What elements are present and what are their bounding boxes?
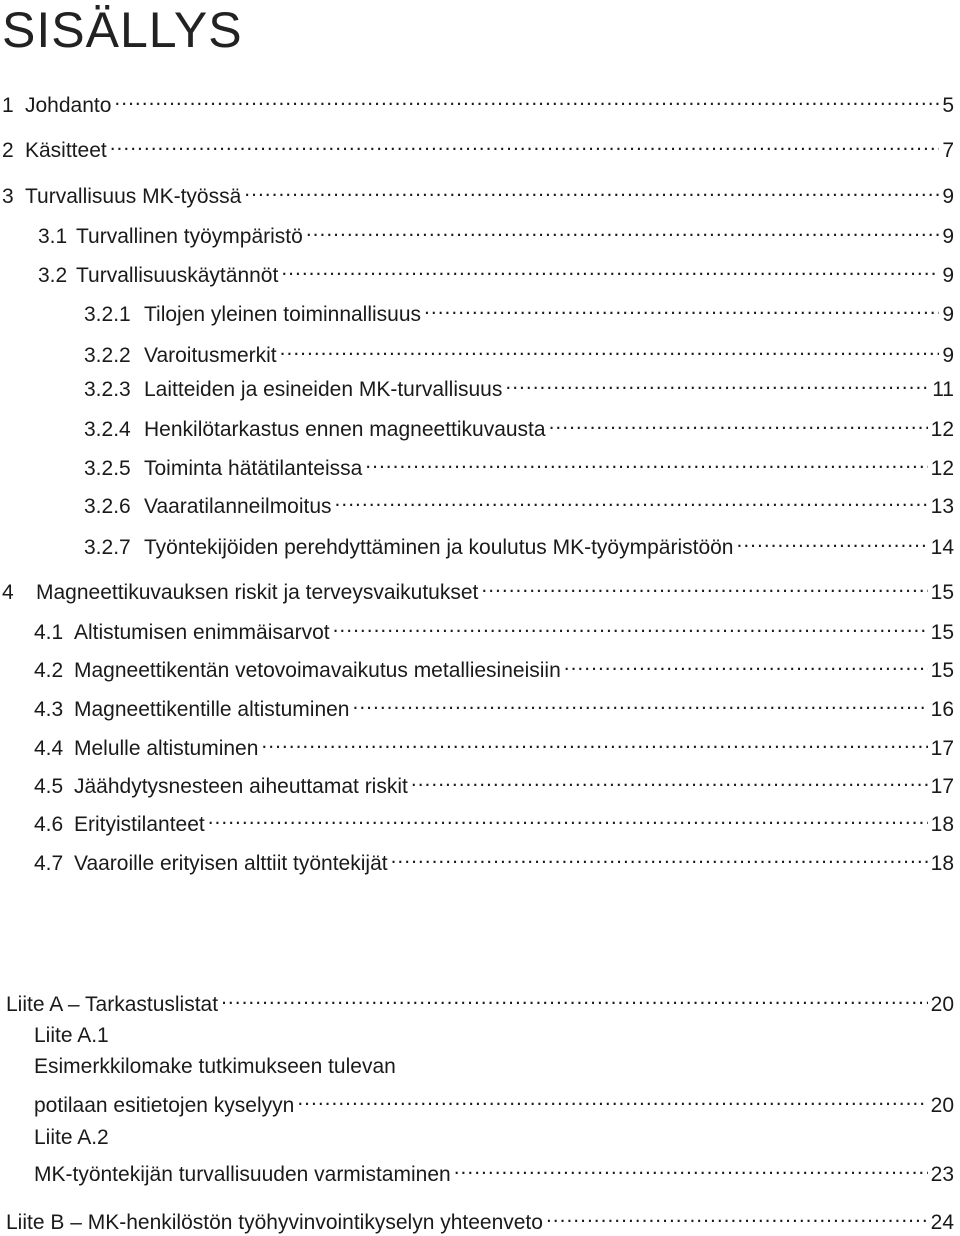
- toc-number: 1: [2, 94, 14, 117]
- page-title: SISÄLLYS: [2, 2, 243, 58]
- toc-page: 17: [930, 737, 954, 760]
- toc-leader: [454, 1155, 928, 1181]
- toc-title: Jäähdytysnesteen aiheuttamat riskit: [74, 775, 408, 798]
- toc-entry[interactable]: [84, 449, 954, 482]
- toc-title: Vaaratilanneilmoitus: [144, 495, 332, 518]
- toc-entry[interactable]: [84, 528, 954, 561]
- toc-title: Vaaroille erityisen alttiit työntekijät: [74, 852, 388, 875]
- appendix-b-entry[interactable]: [6, 1203, 954, 1236]
- toc-entry[interactable]: [38, 217, 954, 250]
- toc-title: Johdanto: [25, 94, 112, 117]
- toc-title: Turvallisuuskäytännöt: [76, 264, 279, 287]
- toc-leader: [424, 295, 939, 321]
- appendix-a2-entry[interactable]: [34, 1155, 954, 1188]
- toc-leader: [208, 805, 928, 831]
- toc-leader: [546, 1203, 928, 1229]
- toc-title: Liite B – MK-henkilöstön työhyvinvointikyselyn yhteenveto: [6, 1211, 543, 1234]
- toc-page: 18: [930, 852, 954, 875]
- toc-title: Erityistilanteet: [74, 813, 205, 836]
- toc-number: 3.2.3: [84, 378, 131, 401]
- toc-page: 16: [930, 698, 954, 721]
- toc-page: 11: [932, 378, 954, 401]
- toc-leader: [736, 528, 927, 554]
- toc-page: 18: [930, 813, 954, 836]
- toc-leader: [335, 487, 928, 513]
- toc-number: 3.2.7: [84, 536, 131, 559]
- toc-entry[interactable]: [84, 295, 954, 328]
- toc-leader: [110, 131, 940, 157]
- toc-title: Magneettikentän vetovoimavaikutus metalliesineisiin: [74, 659, 561, 682]
- toc-number: 4.3: [34, 698, 64, 721]
- toc-entry[interactable]: [34, 767, 954, 800]
- toc-page: 5: [942, 94, 954, 117]
- toc-number: 3.2.6: [84, 495, 131, 518]
- toc-title: Magneettikentille altistuminen: [74, 698, 350, 721]
- toc-leader: [221, 985, 928, 1011]
- toc-entry[interactable]: [84, 487, 954, 520]
- toc-number: 4.1: [34, 621, 64, 644]
- toc-number: 4.6: [34, 813, 64, 836]
- toc-entry[interactable]: [34, 844, 954, 877]
- toc-leader: [391, 844, 928, 870]
- toc-number: 4.4: [34, 737, 64, 760]
- appendix-a1-entry[interactable]: [34, 1086, 954, 1119]
- toc-leader: [297, 1086, 927, 1112]
- toc-leader: [352, 690, 927, 716]
- toc-title: Työntekijöiden perehdyttäminen ja koulutus MK-työympäristöön: [144, 536, 734, 559]
- toc-number: 3.2.2: [84, 344, 131, 367]
- toc-number: 3.2: [38, 264, 68, 287]
- toc-title: Tilojen yleinen toiminnallisuus: [144, 303, 422, 326]
- toc-title: Käsitteet: [25, 139, 107, 162]
- toc-entry[interactable]: [34, 690, 954, 723]
- toc-number: 3.2.5: [84, 457, 131, 480]
- appendix-a1-title-line1: Esimerkkilomake tutkimukseen tulevan: [34, 1055, 396, 1078]
- toc-number: 3: [2, 185, 14, 208]
- toc-number: 3.2.1: [84, 303, 131, 326]
- toc-page: 15: [930, 581, 954, 604]
- toc-page: 20: [930, 1094, 954, 1117]
- toc-page: 20: [930, 993, 954, 1016]
- toc-leader: [114, 86, 939, 112]
- toc-entry[interactable]: [84, 370, 954, 403]
- toc-entry[interactable]: [2, 177, 954, 210]
- toc-number: 4.2: [34, 659, 64, 682]
- toc-page: 14: [930, 536, 954, 559]
- toc-entry[interactable]: [34, 651, 954, 684]
- toc-title: Turvallinen työympäristö: [76, 225, 303, 248]
- toc-title: potilaan esitietojen kyselyyn: [34, 1094, 295, 1117]
- toc-title: Magneettikuvauksen riskit ja terveysvaikutukset: [36, 581, 479, 604]
- toc-title: Turvallisuus MK-työssä: [25, 185, 242, 208]
- toc-title: Laitteiden ja esineiden MK-turvallisuus: [144, 378, 503, 401]
- toc-entry[interactable]: [2, 131, 954, 164]
- toc-number: 3.2.4: [84, 418, 131, 441]
- toc-entry[interactable]: [2, 86, 954, 119]
- toc-leader: [549, 410, 928, 436]
- toc-number: 4.7: [34, 852, 64, 875]
- toc-title: Altistumisen enimmäisarvot: [74, 621, 330, 644]
- toc-leader: [505, 370, 929, 396]
- toc-leader: [411, 767, 928, 793]
- toc-leader: [244, 177, 939, 203]
- toc-title: Melulle altistuminen: [74, 737, 259, 760]
- toc-entry[interactable]: [2, 573, 954, 606]
- toc-title: Liite A – Tarkastuslistat: [6, 993, 219, 1016]
- toc-leader: [481, 573, 927, 599]
- toc-title: Toiminta hätätilanteissa: [144, 457, 363, 480]
- toc-page: 7: [942, 139, 954, 162]
- toc-title: Varoitusmerkit: [144, 344, 277, 367]
- toc-leader: [280, 336, 940, 362]
- toc-leader: [365, 449, 927, 475]
- appendix-a-entry[interactable]: [6, 985, 954, 1018]
- toc-page: 15: [930, 621, 954, 644]
- toc-entry[interactable]: [34, 613, 954, 646]
- appendix-a2-label: Liite A.2: [34, 1126, 109, 1149]
- toc-page: 17: [930, 775, 954, 798]
- toc-number: 2: [2, 139, 14, 162]
- appendix-a1-label: Liite A.1: [34, 1024, 109, 1047]
- toc-entry[interactable]: [34, 729, 954, 762]
- toc-page: 9: [942, 344, 954, 367]
- toc-title: MK-työntekijän turvallisuuden varmistaminen: [34, 1163, 451, 1186]
- toc-entry[interactable]: [34, 805, 954, 838]
- toc-entry[interactable]: [38, 256, 954, 289]
- toc-page: 9: [942, 185, 954, 208]
- toc-number: 4: [2, 581, 14, 604]
- toc-leader: [564, 651, 928, 677]
- toc-number: 4.5: [34, 775, 64, 798]
- toc-page: 23: [930, 1163, 954, 1186]
- toc-leader: [281, 256, 939, 282]
- toc-page: 9: [942, 303, 954, 326]
- toc-page: 12: [930, 418, 954, 441]
- toc-page: 9: [942, 225, 954, 248]
- toc-entry[interactable]: [84, 336, 954, 369]
- toc-page: 9: [942, 264, 954, 287]
- toc-page: 24: [930, 1211, 954, 1234]
- toc-page: 12: [930, 457, 954, 480]
- toc-number: 3.1: [38, 225, 68, 248]
- toc-page: 15: [930, 659, 954, 682]
- toc-title: Henkilötarkastus ennen magneettikuvausta: [144, 418, 546, 441]
- toc-leader: [261, 729, 927, 755]
- toc-leader: [333, 613, 928, 639]
- toc-page: 13: [930, 495, 954, 518]
- toc-leader: [306, 217, 940, 243]
- toc-entry[interactable]: [84, 410, 954, 443]
